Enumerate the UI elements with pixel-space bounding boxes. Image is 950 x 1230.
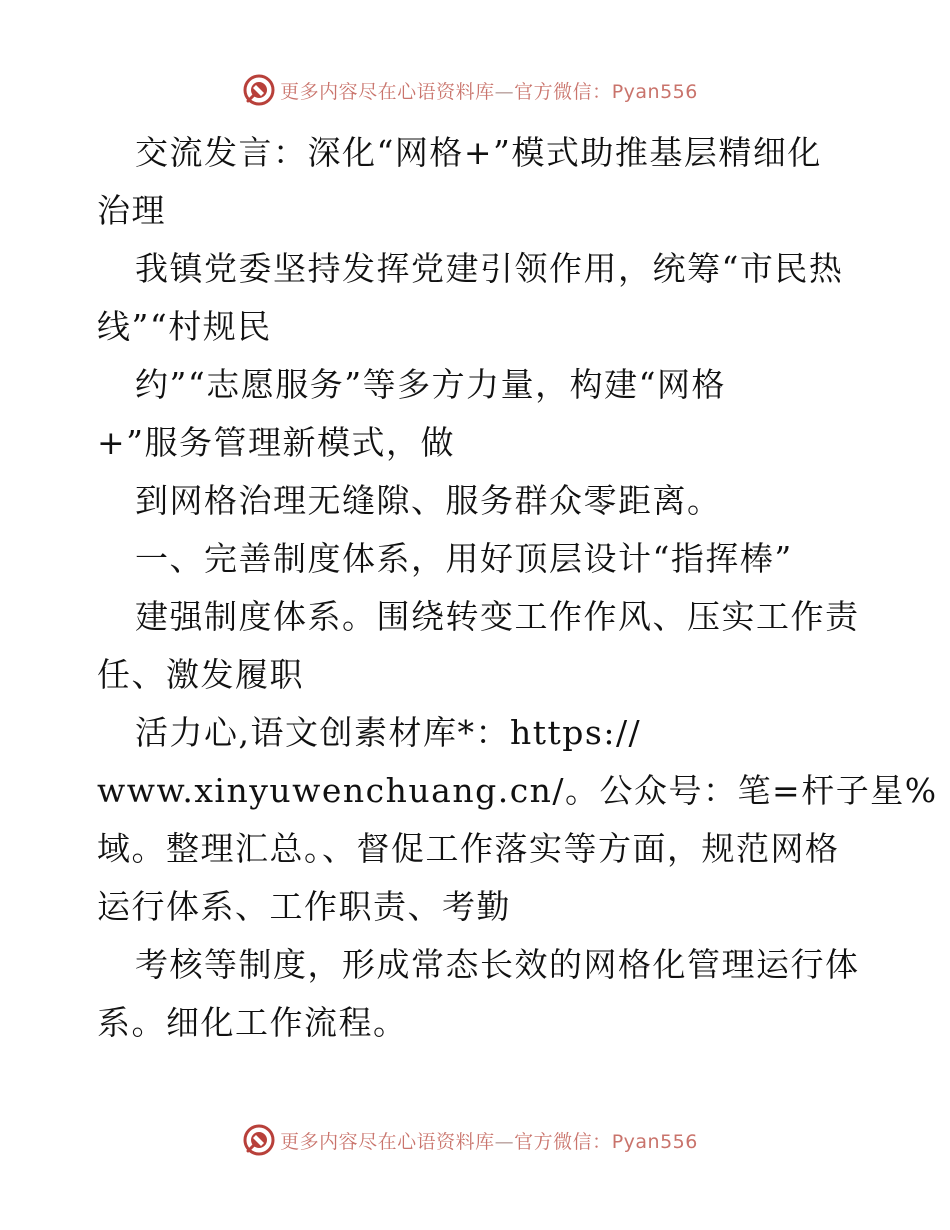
- paragraph-line: 建强制度体系。围绕转变工作作风、压实工作责: [135, 597, 860, 636]
- watermark-separator: —: [494, 1130, 515, 1153]
- watermark-brand: 更多内容尽在心语资料库: [280, 1130, 495, 1153]
- paragraph-line: 活力心,语文创素材库*：https://: [135, 713, 642, 752]
- paragraph-line: 线”“村规民: [97, 307, 272, 346]
- watermark-wechat-id: Pyan556: [611, 1130, 698, 1153]
- section-heading: 一、完善制度体系，用好顶层设计“指挥棒”: [135, 539, 793, 578]
- document-title-line-2: 治理: [97, 191, 166, 230]
- pen-nib-seal-icon: [242, 1123, 276, 1157]
- paragraph-line: +”服务管理新模式，做: [97, 423, 456, 462]
- watermark-wechat-label: 官方微信：: [514, 1130, 612, 1153]
- paragraph-line: www.xinyuwenchuang.cn/。公众号：笔=杆子星%: [97, 771, 938, 810]
- watermark-wechat-id: Pyan556: [611, 80, 698, 103]
- paragraph-line: 系。细化工作流程。: [97, 1003, 408, 1042]
- header-watermark-banner: [0, 70, 950, 110]
- footer-watermark-banner: [0, 1120, 950, 1160]
- watermark-brand: 更多内容尽在心语资料库: [280, 80, 495, 103]
- document-title-line-1: 交流发言：深化“网格+”模式助推基层精细化: [135, 133, 822, 172]
- paragraph-line: 考核等制度，形成常态长效的网格化管理运行体: [135, 945, 860, 984]
- document-body: [97, 124, 938, 1052]
- paragraph-line: 我镇党委坚持发挥党建引领作用，统筹“市民热: [135, 249, 844, 288]
- pen-nib-seal-icon: [242, 73, 276, 107]
- paragraph-line: 任、激发履职: [97, 655, 304, 694]
- paragraph-line: 到网格治理无缝隙、服务群众零距离。: [135, 481, 722, 520]
- watermark-text: [280, 77, 698, 104]
- watermark-text: [280, 1127, 698, 1154]
- paragraph-line: 域。整理汇总。、督促工作落实等方面，规范网格: [97, 829, 840, 868]
- watermark-wechat-label: 官方微信：: [514, 80, 612, 103]
- watermark-separator: —: [494, 80, 515, 103]
- paragraph-line: 约”“志愿服务”等多方力量，构建“网格: [135, 365, 726, 404]
- paragraph-line: 运行体系、工作职责、考勤: [97, 887, 511, 926]
